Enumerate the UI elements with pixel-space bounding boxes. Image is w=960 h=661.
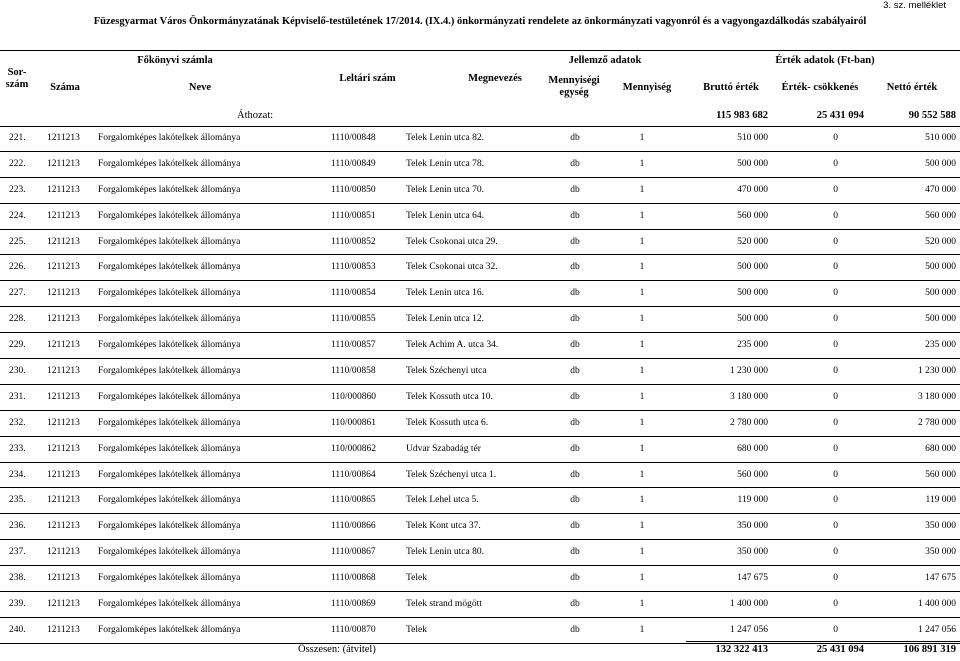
designation-cell: Telek Kossuth utca 10. [406, 391, 493, 402]
account-name-cell: Forgalomképes lakótelkek állománya [98, 288, 241, 299]
designation-cell: Telek Lenin utca 80. [406, 547, 484, 558]
unit-cell: db [570, 366, 580, 377]
account-name-cell: Forgalomképes lakótelkek állománya [98, 262, 241, 273]
depreciation-cell: 0 [833, 599, 838, 610]
net-value-cell: 2 780 000 [918, 417, 956, 428]
table-row [0, 411, 960, 437]
designation-cell: Telek Lenin utca 64. [406, 210, 484, 221]
net-value-cell: 470 000 [925, 184, 956, 195]
table-row [0, 385, 960, 411]
row-number-cell: 227. [9, 288, 26, 299]
row-number-cell: 225. [9, 236, 26, 247]
designation-cell: Telek Achim A. utca 34. [406, 340, 499, 351]
gross-value-cell: 500 000 [737, 158, 768, 169]
depreciation-cell: 0 [833, 417, 838, 428]
table-row [0, 281, 960, 307]
inventory-number-cell: 1110/00852 [331, 236, 376, 247]
account-name-cell: Forgalomképes lakótelkek állománya [98, 443, 241, 454]
depreciation-cell: 0 [833, 210, 838, 221]
account-name-cell: Forgalomképes lakótelkek állománya [98, 158, 241, 169]
net-value-cell: 235 000 [925, 340, 956, 351]
row-number-cell: 221. [9, 133, 26, 143]
unit-cell: db [570, 599, 580, 610]
table-row [0, 204, 960, 230]
account-name-cell: Forgalomképes lakótelkek állománya [98, 547, 241, 558]
quantity-cell: 1 [639, 469, 645, 480]
quantity-cell: 1 [639, 236, 645, 247]
gross-value-cell: 500 000 [737, 288, 768, 299]
net-value-cell: 500 000 [925, 314, 956, 325]
table-row [0, 230, 960, 256]
account-number-cell: 1211213 [47, 391, 80, 402]
quantity-cell: 1 [639, 366, 645, 377]
inventory-number-cell: 1110/00869 [331, 599, 376, 610]
unit-cell: db [570, 624, 580, 635]
gross-value-cell: 520 000 [737, 236, 768, 247]
account-number-cell: 1211213 [47, 184, 80, 195]
account-name-cell: Forgalomképes lakótelkek állománya [98, 469, 241, 480]
row-number-cell: 226. [9, 262, 26, 273]
depreciation-cell: 0 [833, 547, 838, 558]
depreciation-cell: 0 [833, 443, 838, 454]
inventory-number-cell: 1110/00849 [331, 158, 376, 169]
depreciation-cell: 0 [833, 288, 838, 299]
inventory-number-cell: 1110/00867 [331, 547, 376, 558]
header-gross: Bruttó érték [703, 82, 759, 93]
inventory-number-cell: 110/000861 [331, 417, 377, 428]
carried-forward-net: 90 552 588 [908, 110, 956, 121]
designation-cell: Telek strand mögött [406, 599, 482, 610]
gross-value-cell: 680 000 [737, 443, 768, 454]
table-row [0, 333, 960, 359]
gross-value-cell: 3 180 000 [730, 391, 768, 402]
net-value-cell: 350 000 [925, 521, 956, 532]
table-row [0, 514, 960, 540]
row-number-cell: 233. [9, 443, 26, 454]
account-name-cell: Forgalomképes lakótelkek állománya [98, 599, 241, 610]
account-number-cell: 1211213 [47, 547, 80, 558]
header-net: Nettó érték [886, 82, 938, 93]
unit-cell: db [570, 417, 580, 428]
header-inventory-number: Leltári szám [339, 73, 396, 84]
account-number-cell: 1211213 [47, 443, 80, 454]
gross-value-cell: 510 000 [737, 133, 768, 143]
total-underline [686, 641, 960, 642]
designation-cell: Telek Lenin utca 70. [406, 184, 484, 195]
table-row [0, 540, 960, 566]
inventory-number-cell: 1110/00868 [331, 573, 376, 584]
row-number-cell: 235. [9, 495, 26, 506]
designation-cell: Telek Lenin utca 78. [406, 158, 484, 169]
designation-cell: Telek Lehel utca 5. [406, 495, 479, 506]
carried-forward-gross: 115 983 682 [716, 110, 768, 121]
row-number-cell: 228. [9, 314, 26, 325]
account-number-cell: 1211213 [47, 521, 80, 532]
inventory-number-cell: 1110/00854 [331, 288, 376, 299]
account-number-cell: 1211213 [47, 262, 80, 273]
gross-value-cell: 500 000 [737, 314, 768, 325]
header-unit: Mennyiségi egység [548, 75, 600, 98]
net-value-cell: 147 675 [925, 573, 956, 584]
net-value-cell: 560 000 [925, 210, 956, 221]
total-gross: 132 322 413 [715, 644, 768, 655]
net-value-cell: 560 000 [925, 469, 956, 480]
total-net: 106 891 319 [903, 644, 956, 655]
row-number-cell: 230. [9, 366, 26, 377]
account-number-cell: 1211213 [47, 158, 80, 169]
attachment-label: 3. sz. melléklet [883, 0, 946, 11]
header-quantity: Mennyiség [622, 82, 672, 93]
table-row [0, 307, 960, 333]
inventory-number-cell: 110/000860 [331, 391, 377, 402]
row-number-cell: 239. [9, 599, 26, 610]
gross-value-cell: 350 000 [737, 547, 768, 558]
account-name-cell: Forgalomképes lakótelkek állománya [98, 495, 241, 506]
gross-value-cell: 560 000 [737, 469, 768, 480]
unit-cell: db [570, 236, 580, 247]
account-name-cell: Forgalomképes lakótelkek állománya [98, 340, 241, 351]
unit-cell: db [570, 288, 580, 299]
row-number-cell: 223. [9, 184, 26, 195]
account-number-cell: 1211213 [47, 417, 80, 428]
gross-value-cell: 350 000 [737, 521, 768, 532]
gross-value-cell: 500 000 [737, 262, 768, 273]
unit-cell: db [570, 469, 580, 480]
account-name-cell: Forgalomképes lakótelkek állománya [98, 521, 241, 532]
unit-cell: db [570, 340, 580, 351]
quantity-cell: 1 [639, 521, 645, 532]
net-value-cell: 520 000 [925, 236, 956, 247]
quantity-cell: 1 [639, 184, 645, 195]
account-number-cell: 1211213 [47, 599, 80, 610]
account-name-cell: Forgalomképes lakótelkek állománya [98, 417, 241, 428]
net-value-cell: 350 000 [925, 547, 956, 558]
carried-forward-row [0, 106, 960, 127]
gross-value-cell: 235 000 [737, 340, 768, 351]
unit-cell: db [570, 158, 580, 169]
unit-cell: db [570, 210, 580, 221]
header-depreciation: Érték- csökkenés [781, 82, 859, 93]
inventory-number-cell: 1110/00853 [331, 262, 376, 273]
unit-cell: db [570, 495, 580, 506]
account-name-cell: Forgalomképes lakótelkek állománya [98, 314, 241, 325]
net-value-cell: 1 400 000 [918, 599, 956, 610]
inventory-number-cell: 1110/00864 [331, 469, 376, 480]
net-value-cell: 1 230 000 [918, 366, 956, 377]
depreciation-cell: 0 [833, 133, 838, 143]
depreciation-cell: 0 [833, 314, 838, 325]
unit-cell: db [570, 443, 580, 454]
gross-value-cell: 2 780 000 [730, 417, 768, 428]
designation-cell: Telek Lenin utca 82. [406, 133, 484, 143]
unit-cell: db [570, 184, 580, 195]
total-label: Összesen: (átvitel) [298, 644, 376, 655]
gross-value-cell: 470 000 [737, 184, 768, 195]
account-name-cell: Forgalomképes lakótelkek állománya [98, 236, 241, 247]
account-number-cell: 1211213 [47, 469, 80, 480]
designation-cell: Telek Kont utca 37. [406, 521, 481, 532]
depreciation-cell: 0 [833, 236, 838, 247]
quantity-cell: 1 [639, 158, 645, 169]
gross-value-cell: 1 230 000 [730, 366, 768, 377]
account-name-cell: Forgalomképes lakótelkek állománya [98, 366, 241, 377]
table-header [0, 50, 960, 101]
designation-cell: Telek Lenin utca 12. [406, 314, 484, 325]
net-value-cell: 1 247 056 [918, 624, 956, 635]
net-value-cell: 500 000 [925, 262, 956, 273]
designation-cell: Telek [406, 573, 427, 584]
quantity-cell: 1 [639, 443, 645, 454]
gross-value-cell: 119 000 [737, 495, 768, 506]
unit-cell: db [570, 573, 580, 584]
header-value-group: Érték adatok (Ft-ban) [775, 55, 875, 66]
inventory-number-cell: 1110/00870 [331, 624, 376, 635]
inventory-number-cell: 1110/00865 [331, 495, 376, 506]
table-row [0, 255, 960, 281]
unit-cell: db [570, 133, 580, 143]
depreciation-cell: 0 [833, 469, 838, 480]
account-number-cell: 1211213 [47, 133, 80, 143]
gross-value-cell: 1 247 056 [730, 624, 768, 635]
unit-cell: db [570, 391, 580, 402]
inventory-number-cell: 1110/00855 [331, 314, 376, 325]
page-title: Füzesgyarmat Város Önkormányzatának Képviselő-testületének 17/2014. (IX.4.) önkormányzati rendelete az önkormányzati vagyonról és a vagyongazdálkodás szabályairól [93, 16, 867, 27]
quantity-cell: 1 [639, 624, 645, 635]
header-ledger-number: Száma [50, 82, 80, 93]
depreciation-cell: 0 [833, 158, 838, 169]
designation-cell: Telek Csokonai utca 32. [406, 262, 498, 273]
gross-value-cell: 147 675 [737, 573, 768, 584]
table-row [0, 592, 960, 618]
designation-cell: Telek Lenin utca 16. [406, 288, 484, 299]
header-ledger-name: Neve [188, 82, 212, 93]
header-serial: Sor-szám [5, 67, 29, 90]
depreciation-cell: 0 [833, 184, 838, 195]
row-number-cell: 222. [9, 158, 26, 169]
inventory-number-cell: 1110/00850 [331, 184, 376, 195]
account-name-cell: Forgalomképes lakótelkek állománya [98, 573, 241, 584]
designation-cell: Telek [406, 624, 427, 635]
table-row [0, 566, 960, 592]
net-value-cell: 500 000 [925, 288, 956, 299]
header-ledger-group: Főkönyvi számla [137, 55, 213, 66]
inventory-number-cell: 1110/00851 [331, 210, 376, 221]
designation-cell: Telek Széchenyi utca 1. [406, 469, 497, 480]
table-row [0, 359, 960, 385]
row-number-cell: 234. [9, 469, 26, 480]
quantity-cell: 1 [639, 262, 645, 273]
depreciation-cell: 0 [833, 366, 838, 377]
designation-cell: Telek Csokonai utca 29. [406, 236, 498, 247]
net-value-cell: 119 000 [925, 495, 956, 506]
quantity-cell: 1 [639, 599, 645, 610]
row-number-cell: 229. [9, 340, 26, 351]
unit-cell: db [570, 262, 580, 273]
depreciation-cell: 0 [833, 495, 838, 506]
row-number-cell: 237. [9, 547, 26, 558]
gross-value-cell: 560 000 [737, 210, 768, 221]
account-name-cell: Forgalomképes lakótelkek állománya [98, 184, 241, 195]
unit-cell: db [570, 547, 580, 558]
account-name-cell: Forgalomképes lakótelkek állománya [98, 391, 241, 402]
account-number-cell: 1211213 [47, 210, 80, 221]
account-number-cell: 1211213 [47, 236, 80, 247]
row-number-cell: 232. [9, 417, 26, 428]
total-row [0, 641, 960, 661]
depreciation-cell: 0 [833, 573, 838, 584]
unit-cell: db [570, 521, 580, 532]
designation-cell: Telek Kossuth utca 6. [406, 417, 489, 428]
designation-cell: Udvar Szabadág tér [406, 443, 481, 454]
account-number-cell: 1211213 [47, 624, 80, 635]
account-number-cell: 1211213 [47, 288, 80, 299]
depreciation-cell: 0 [833, 340, 838, 351]
quantity-cell: 1 [639, 288, 645, 299]
header-characteristic-group: Jellemző adatok [568, 55, 642, 66]
account-name-cell: Forgalomképes lakótelkek állománya [98, 210, 241, 221]
header-designation: Megnevezés [468, 73, 522, 84]
depreciation-cell: 0 [833, 624, 838, 635]
net-value-cell: 3 180 000 [918, 391, 956, 402]
table-row [0, 488, 960, 514]
depreciation-cell: 0 [833, 391, 838, 402]
quantity-cell: 1 [639, 210, 645, 221]
row-number-cell: 238. [9, 573, 26, 584]
account-number-cell: 1211213 [47, 314, 80, 325]
quantity-cell: 1 [639, 417, 645, 428]
net-value-cell: 680 000 [925, 443, 956, 454]
quantity-cell: 1 [639, 495, 645, 506]
row-number-cell: 224. [9, 210, 26, 221]
net-value-cell: 500 000 [925, 158, 956, 169]
quantity-cell: 1 [639, 573, 645, 584]
row-number-cell: 236. [9, 521, 26, 532]
table-body [0, 126, 960, 644]
account-number-cell: 1211213 [47, 495, 80, 506]
table-row [0, 152, 960, 178]
designation-cell: Telek Széchenyi utca [406, 366, 487, 377]
table-row [0, 126, 960, 152]
account-number-cell: 1211213 [47, 573, 80, 584]
row-number-cell: 231. [9, 391, 26, 402]
table-row [0, 437, 960, 463]
quantity-cell: 1 [639, 340, 645, 351]
quantity-cell: 1 [639, 391, 645, 402]
account-name-cell: Forgalomképes lakótelkek állománya [98, 624, 241, 635]
total-depreciation: 25 431 094 [816, 644, 864, 655]
unit-cell: db [570, 314, 580, 325]
quantity-cell: 1 [639, 133, 645, 143]
inventory-number-cell: 1110/00858 [331, 366, 376, 377]
carried-forward-label: Áthozat: [237, 110, 274, 121]
account-number-cell: 1211213 [47, 366, 80, 377]
depreciation-cell: 0 [833, 521, 838, 532]
inventory-number-cell: 1110/00848 [331, 133, 376, 143]
depreciation-cell: 0 [833, 262, 838, 273]
carried-forward-depreciation: 25 431 094 [816, 110, 864, 121]
inventory-number-cell: 1110/00866 [331, 521, 376, 532]
net-value-cell: 510 000 [925, 133, 956, 143]
account-number-cell: 1211213 [47, 340, 80, 351]
table-row [0, 178, 960, 204]
inventory-number-cell: 1110/00857 [331, 340, 376, 351]
table-row [0, 618, 960, 644]
account-name-cell: Forgalomképes lakótelkek állománya [98, 133, 241, 143]
table-row [0, 463, 960, 489]
row-number-cell: 240. [9, 624, 26, 635]
quantity-cell: 1 [639, 547, 645, 558]
quantity-cell: 1 [639, 314, 645, 325]
inventory-number-cell: 110/000862 [331, 443, 377, 454]
gross-value-cell: 1 400 000 [730, 599, 768, 610]
